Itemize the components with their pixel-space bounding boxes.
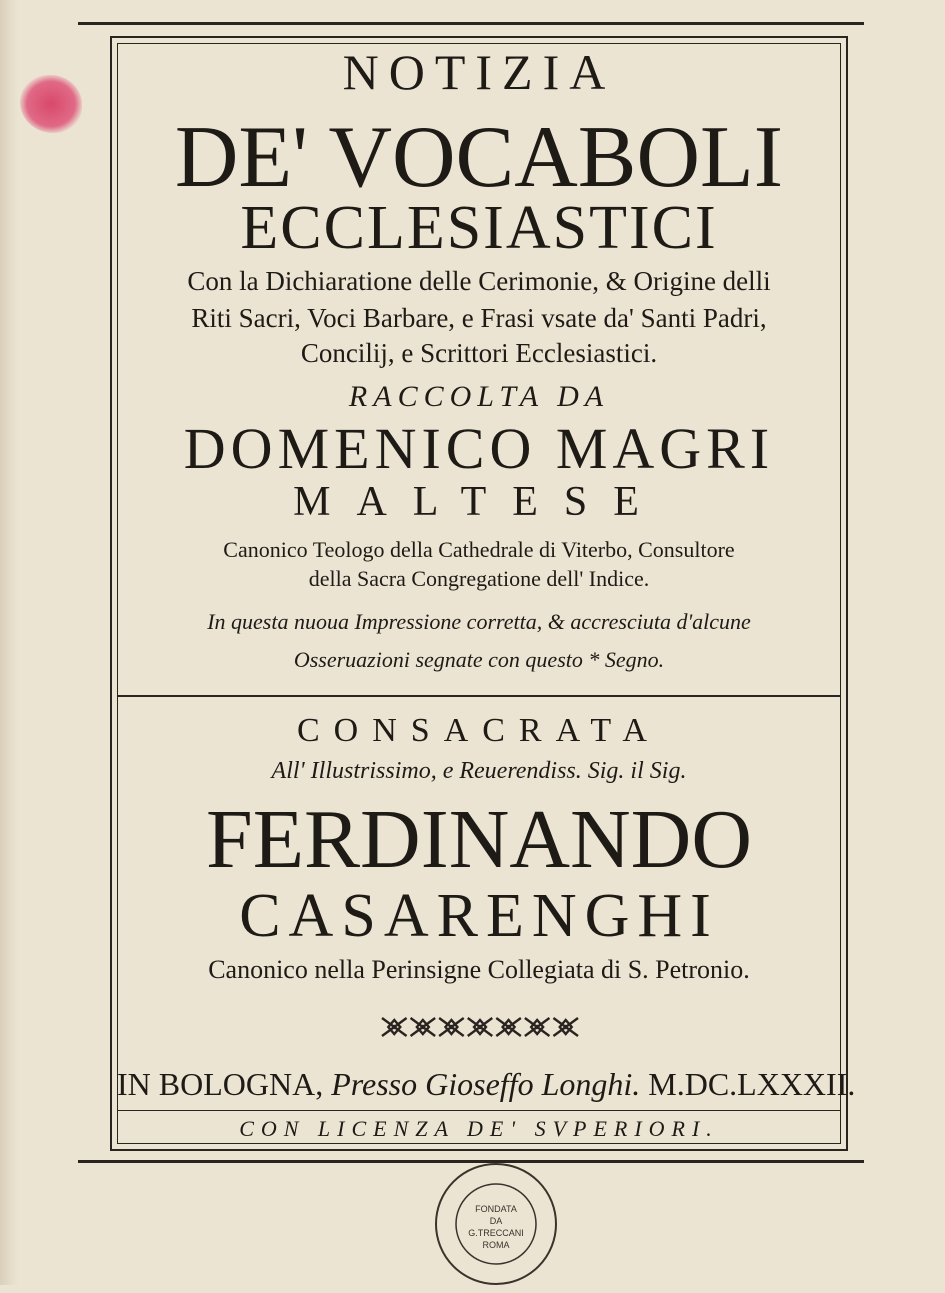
subtitle-line-1: Con la Dichiaratione delle Cerimonie, & Origine delli — [187, 266, 771, 296]
author-name: DOMENICO MAGRI — [183, 416, 775, 481]
svg-text:ROMA: ROMA — [482, 1240, 510, 1250]
svg-text:DA: DA — [489, 1216, 503, 1226]
licenza-divider — [117, 1110, 841, 1111]
imprint-year: M.DC.LXXXII. — [648, 1066, 856, 1102]
dedicatee-first-name: FERDINANDO — [206, 793, 752, 886]
fleuron-unit — [382, 1018, 407, 1036]
consacrata: CONSACRATA — [297, 712, 661, 749]
fleuron-unit — [553, 1018, 578, 1036]
top-rule — [78, 22, 864, 25]
title-vocaboli: DE' VOCABOLI — [174, 109, 784, 206]
fleuron-row-icon — [380, 1010, 580, 1044]
subtitle-line-2: Riti Sacri, Voci Barbare, e Frasi vsate da' Santi Padri, — [191, 303, 767, 333]
author-origin: MALTESE — [293, 479, 665, 525]
fleuron-unit — [468, 1018, 493, 1036]
edition-note-2: Osseruazioni segnate con questo * Segno. — [293, 647, 665, 672]
fleuron-unit — [496, 1018, 521, 1036]
section-divider — [117, 695, 841, 697]
dedicatee-surname: CASARENGHI — [239, 882, 719, 950]
raccolta-da: RACCOLTA DA — [348, 380, 610, 413]
imprint-line — [117, 1064, 856, 1104]
fleuron-unit — [439, 1018, 464, 1036]
page-edge — [0, 0, 18, 1285]
imprint-place: IN BOLOGNA, — [117, 1066, 324, 1102]
red-stain — [20, 75, 82, 133]
fleuron-unit — [411, 1018, 436, 1036]
library-stamp-icon — [432, 1160, 560, 1288]
fleuron-unit — [525, 1018, 550, 1036]
author-role-1: Canonico Teologo della Cathedrale di Viterbo, Consultore — [223, 537, 735, 562]
edition-note-1: In questa nuoua Impressione corretta, & accresciuta d'alcune — [207, 609, 751, 634]
subtitle-line-3: Concilij, e Scrittori Ecclesiastici. — [300, 338, 658, 368]
dedicatee-role: Canonico nella Perinsigne Collegiata di S. Petronio. — [208, 955, 750, 984]
title-ecclesiastici: ECCLESIASTICI — [240, 194, 718, 262]
svg-text:FONDATA: FONDATA — [475, 1204, 517, 1214]
svg-text:G.TRECCANI: G.TRECCANI — [468, 1228, 524, 1238]
dedication-honorific: All' Illustrissimo, e Reuerendiss. Sig. il Sig. — [271, 758, 687, 784]
imprint-printer: Presso Gioseffo Longhi. — [331, 1066, 641, 1102]
licenza: CON LICENZA DE' SVPERIORI. — [239, 1116, 719, 1141]
author-role-2: della Sacra Congregatione dell' Indice. — [308, 566, 650, 591]
title-notizia: NOTIZIA — [342, 44, 616, 100]
